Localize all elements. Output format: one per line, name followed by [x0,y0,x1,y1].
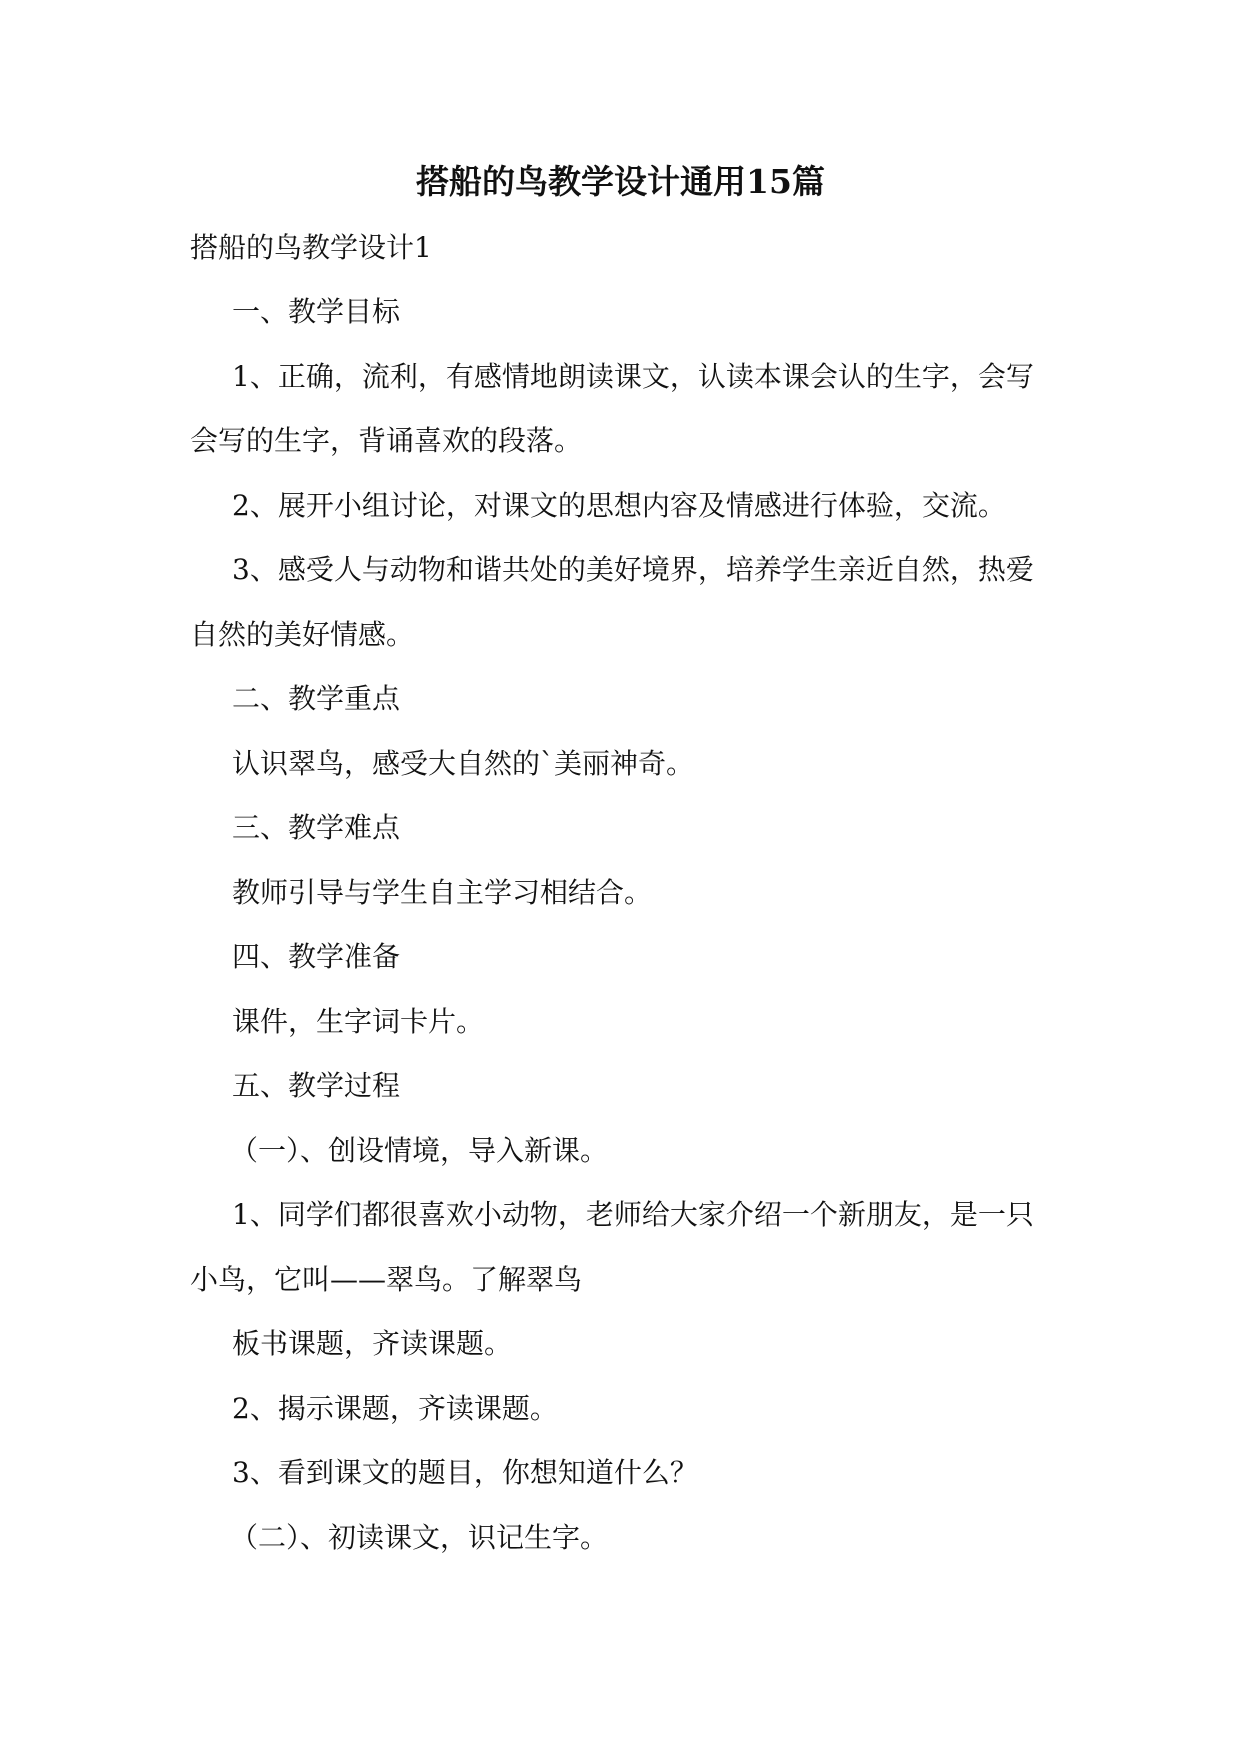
paragraph-line: 自然的美好情感。 [190,618,415,651]
paragraph-line: 二、教学重点 [232,682,401,715]
paragraph-line: 会写的生字，背诵喜欢的段落。 [190,424,583,457]
paragraph-line: 课件，生字词卡片。 [232,1005,485,1038]
paragraph-line: 三、教学难点 [232,811,401,844]
paragraph-line: 五、教学过程 [232,1069,401,1102]
paragraph-line: （一）、创设情境，导入新课。 [230,1134,609,1167]
paragraph-line: 3、感受人与动物和谐共处的美好境界，培养学生亲近自然，热爱 [232,553,1034,586]
paragraph-line: 3、看到课文的题目，你想知道什么？ [232,1456,698,1489]
paragraph-line: 教师引导与学生自主学习相结合。 [232,876,653,909]
paragraph-line: 认识翠鸟，感受大自然的`美丽神奇。 [232,747,695,780]
paragraph-line: 1、同学们都很喜欢小动物，老师给大家介绍一个新朋友，是一只 [232,1198,1034,1231]
paragraph-line: 小鸟，它叫——翠鸟。了解翠鸟 [190,1263,583,1296]
paragraph-line: 1、正确，流利，有感情地朗读课文，认读本课会认的生字，会写 [232,360,1034,393]
paragraph-line: 2、展开小组讨论，对课文的思想内容及情感进行体验，交流。 [232,489,1006,522]
paragraph-line: 2、揭示课题，齐读课题。 [232,1392,558,1425]
paragraph-line: （二）、初读课文，识记生字。 [230,1521,609,1554]
paragraph-line: 四、教学准备 [232,940,401,973]
paragraph-line: 板书课题，齐读课题。 [232,1327,513,1360]
section-heading: 搭船的鸟教学设计1 [190,231,432,264]
document-title: 搭船的鸟教学设计通用15篇 [416,162,825,201]
paragraph-line: 一、教学目标 [232,295,401,328]
